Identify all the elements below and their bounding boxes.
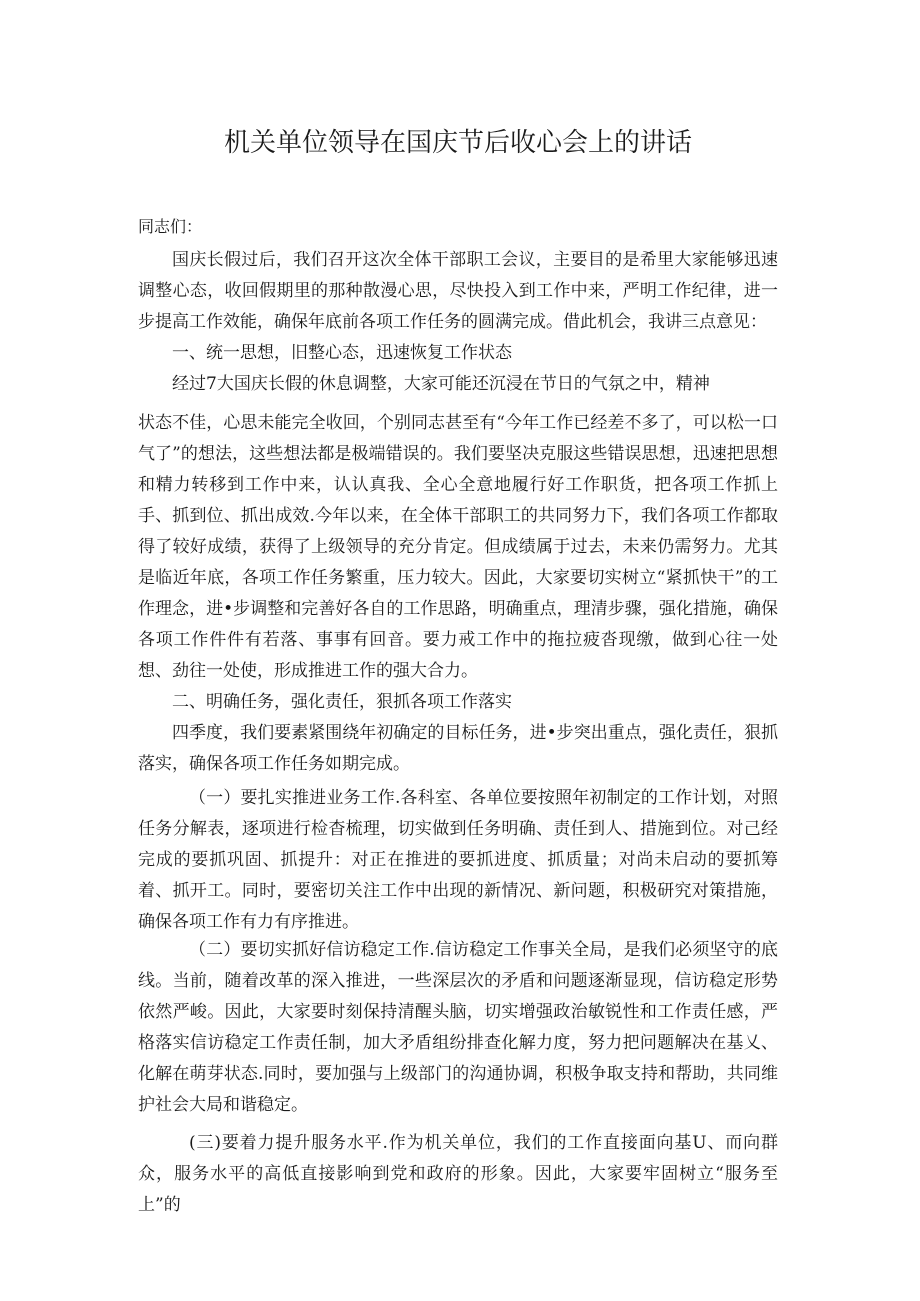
section-heading-1: 一、统一思想，旧整心态，迅速恢复工作状态	[172, 343, 512, 363]
paragraph-2: 四季度，我们要素紧围绕年初确定的目标任务，进•步突出重点，强化责任，狠抓落实，确保各项工作任务如期完成。	[138, 723, 778, 774]
paragraph-3: （一）要扎实推进业务工作.各科室、各单位要按照年初制定的工作计划，对照任务分解表，逐项进行检杳梳理，切实做到任务明确、责任到人、措施到位。对己经完成的要抓巩固、抓提升：对正在推进的要抓进度、抓质量；对尚未启动的要抓筹着、抓开工。同时，要密切关注工作中出现的新情况、新问题，积极研究对策措施，确保各项工作有力有序推进。	[138, 788, 778, 932]
intro-paragraph: 国庆长假过后，我们召开这次全体干部职工会议，主要目的是希里大家能够迅速调整心态，收回假期里的那种散漫心思，尽快投入到工作中来，严明工作纪律，进一步提高工作效能，确保年底前各项工作任务的圆满完成。借此机会，我讲三点意见：	[138, 250, 778, 332]
document-title: 机关单位领导在国庆节后收心会上的讲话	[223, 128, 692, 158]
paragraph-4: （二）要切实抓好信访稳定工作.信访稳定工作事关全局，是我们必须坚守的底线。当前，随着改革的深入推进，一些深层次的矛盾和问题逐渐显现，信访稳定形势依然严峻。因此，大家要时刻保持清醒头脑，切实增强政治敏锐性和工作责任感，严格落实信访稳定工作责任制，加大矛盾组纷排查化解力度，努力把问题解决在基乂、化解在萌芽状态.同时，要加强与上级部门的沟通协调，积极争取支持和帮助，共同维护社会大局和谐稳定。	[138, 940, 778, 1115]
section-heading-2: 二、明确任务，强化责任，狠抓各项工作落实	[172, 692, 512, 712]
paragraph-1-start: 经过7大国庆长假的休息调整，大家可能还沉浸在节日的气氛之中，精神	[172, 374, 710, 394]
paragraph-5: (三)要着力提升服务水平.作为机关单位，我们的工作直接面向基U、而向群众，服务水平的高低直接影响到党和政府的形象。因此，大家要牢固树立“服务至上”的	[138, 1133, 778, 1215]
salutation: 同志们：	[138, 217, 203, 236]
paragraph-1-continued: 状态不佳，心思未能完全收回，个别同志甚至有“今年工作已经差不多了，可以松一口气了”的想法，这些想法都是极端错误的。我们要坚决克服这些错误思想，迅速把思想和精力转移到工作中来，认认真我、全心全意地履行好工作职货，把各项工作抓上手、抓到位、抓出成效.今年以来，在全体干部职工的共同努力下，我们各项工作都取得了较好成绩，获得了上级领导的充分肯定。但成绩属于过去，未来仍需努力。尤其是临近年底，各项工作任务繁重，压力较大。因此，大家要切实树立“紧抓快干”的工作理念，进•步调整和完善好各自的工作思路，明确重点，理清步骤，强化措施，确保各项工作件件有若落、事事有回音。要力戒工作中的拖拉疲沓现缴，做到心往一处想、劲往一处使，形成推进工作的强大合力。	[138, 413, 778, 681]
